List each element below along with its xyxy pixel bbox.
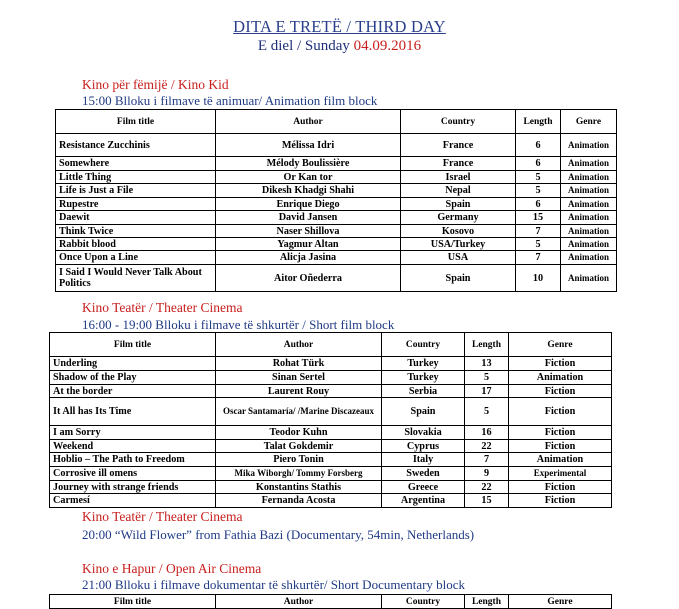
- cell-length: 5: [516, 184, 561, 198]
- cell-length: 9: [465, 467, 509, 481]
- cell-author: Teodor Kuhn: [216, 426, 382, 440]
- cell-title: Underling: [50, 357, 216, 371]
- cell-title: Life is Just a File: [56, 184, 216, 198]
- cell-title: Resistance Zucchinis: [56, 134, 216, 157]
- cell-country: Cyprus: [382, 440, 465, 453]
- cell-title: Once Upon a Line: [56, 251, 216, 265]
- cell-title: Journey with strange friends: [50, 481, 216, 494]
- cell-country: Argentina: [382, 494, 465, 508]
- cell-country: USA/Turkey: [401, 238, 516, 251]
- column-header-title: Film title: [50, 333, 216, 357]
- section-heading-open-air: Kino e Hapur / Open Air Cinema: [82, 561, 262, 576]
- table-header-row: [50, 595, 612, 609]
- cell-author: Naser Shillova: [216, 225, 401, 238]
- cell-length: 22: [465, 481, 509, 494]
- table-body: [56, 134, 617, 292]
- cell-title: Rupestre: [56, 198, 216, 211]
- table-row: [56, 157, 617, 171]
- cell-length: 5: [516, 171, 561, 184]
- cell-country: France: [401, 134, 516, 157]
- cell-length: 6: [516, 157, 561, 171]
- cell-author: Mélody Boulissière: [216, 157, 401, 171]
- cell-length: 10: [516, 265, 561, 292]
- cell-title: Shadow of the Play: [50, 371, 216, 385]
- column-header-title: Film title: [50, 595, 216, 609]
- table-row: [56, 225, 617, 238]
- cell-length: 5: [465, 371, 509, 385]
- cell-genre: Animation: [561, 134, 617, 157]
- cell-title: Hoblio – The Path to Freedom: [50, 453, 216, 467]
- block-heading-short-film: 16:00 - 19:00 Blloku i filmave të shkurtër / Short film block: [82, 317, 395, 332]
- cell-genre: Animation: [561, 171, 617, 184]
- table-row: [50, 398, 612, 426]
- column-header-country: Country: [401, 110, 516, 134]
- table-row: [56, 184, 617, 198]
- cell-title: Rabbit blood: [56, 238, 216, 251]
- column-header-country: Country: [382, 595, 465, 609]
- cell-author: Or Kan tor: [216, 171, 401, 184]
- cell-country: Nepal: [401, 184, 516, 198]
- cell-author: Rohat Türk: [216, 357, 382, 371]
- cell-country: Turkey: [382, 357, 465, 371]
- short-film-schedule-table: [49, 332, 612, 508]
- cell-author: Sinan Sertel: [216, 371, 382, 385]
- cell-genre: Animation: [561, 251, 617, 265]
- cell-country: Israel: [401, 171, 516, 184]
- cell-author: David Jansen: [216, 211, 401, 225]
- cell-author: Oscar Santamaría/ /Marine Discazeaux: [216, 398, 382, 426]
- animation-schedule-table: [55, 109, 617, 292]
- table-row: [50, 426, 612, 440]
- table-row: [56, 211, 617, 225]
- cell-length: 5: [465, 398, 509, 426]
- cell-author: Aitor Oñederra: [216, 265, 401, 292]
- cell-length: 7: [465, 453, 509, 467]
- block-heading-short-documentary: 21:00 Blloku i filmave dokumentar të shkurtër/ Short Documentary block: [82, 577, 466, 592]
- cell-author: Enrique Diego: [216, 198, 401, 211]
- cell-author: Konstantins Stathis: [216, 481, 382, 494]
- column-header-genre: Genre: [509, 333, 612, 357]
- cell-country: Spain: [401, 265, 516, 292]
- cell-genre: Fiction: [509, 426, 612, 440]
- table-header-row: [56, 110, 617, 134]
- column-header-author: Author: [216, 110, 401, 134]
- section-heading-theater: Kino Teatër / Theater Cinema: [82, 300, 243, 315]
- cell-genre: Animation: [561, 157, 617, 171]
- section-heading-kino-kid: Kino për fëmijë / Kino Kid: [82, 77, 229, 92]
- cell-country: Italy: [382, 453, 465, 467]
- page-subtitle: [0, 38, 679, 55]
- cell-title: I Said I Would Never Talk About Politics: [56, 265, 216, 292]
- cell-title: Weekend: [50, 440, 216, 453]
- cell-country: Germany: [401, 211, 516, 225]
- cell-author: Piero Tonin: [216, 453, 382, 467]
- cell-genre: Animation: [561, 238, 617, 251]
- column-header-length: Length: [465, 595, 509, 609]
- column-header-author: Author: [216, 595, 382, 609]
- cell-genre: Animation: [509, 453, 612, 467]
- column-header-country: Country: [382, 333, 465, 357]
- cell-genre: Fiction: [509, 481, 612, 494]
- cell-length: 13: [465, 357, 509, 371]
- table-row: [56, 171, 617, 184]
- cell-genre: Fiction: [509, 494, 612, 508]
- column-header-genre: Genre: [561, 110, 617, 134]
- cell-genre: Animation: [561, 265, 617, 292]
- cell-length: 15: [516, 211, 561, 225]
- documentary-screening-line: 20:00 “Wild Flower” from Fathia Bazi (Documentary, 54min, Netherlands): [82, 527, 475, 542]
- cell-country: Spain: [401, 198, 516, 211]
- cell-length: 7: [516, 251, 561, 265]
- short-documentary-schedule-table: [49, 594, 612, 609]
- cell-author: Laurent Rouy: [216, 385, 382, 398]
- cell-country: France: [401, 157, 516, 171]
- cell-author: Mélissa Idri: [216, 134, 401, 157]
- section-heading-theater-2: Kino Teatër / Theater Cinema: [82, 509, 243, 524]
- cell-title: Corrosive ill omens: [50, 467, 216, 481]
- page-title: DITA E TRETË / THIRD DAY: [233, 17, 446, 36]
- column-header-length: Length: [516, 110, 561, 134]
- block-heading-animation: 15:00 Blloku i filmave të animuar/ Animation film block: [82, 93, 378, 108]
- cell-country: Spain: [382, 398, 465, 426]
- cell-country: Turkey: [382, 371, 465, 385]
- cell-genre: Fiction: [509, 385, 612, 398]
- cell-length: 7: [516, 225, 561, 238]
- cell-title: Somewhere: [56, 157, 216, 171]
- date-label: 04.09.2016: [353, 38, 422, 54]
- cell-title: Think Twice: [56, 225, 216, 238]
- column-header-author: Author: [216, 333, 382, 357]
- cell-length: 5: [516, 238, 561, 251]
- cell-author: Yagmur Altan: [216, 238, 401, 251]
- cell-genre: Animation: [561, 211, 617, 225]
- cell-length: 17: [465, 385, 509, 398]
- column-header-length: Length: [465, 333, 509, 357]
- cell-country: Kosovo: [401, 225, 516, 238]
- cell-genre: Fiction: [509, 357, 612, 371]
- table-row: [56, 134, 617, 157]
- table-header-row: [50, 333, 612, 357]
- cell-length: 6: [516, 198, 561, 211]
- cell-country: Sweden: [382, 467, 465, 481]
- cell-country: USA: [401, 251, 516, 265]
- cell-length: 6: [516, 134, 561, 157]
- cell-author: Dikesh Khadgi Shahi: [216, 184, 401, 198]
- cell-genre: Animation: [561, 225, 617, 238]
- cell-author: Alicja Jasina: [216, 251, 401, 265]
- cell-genre: Animation: [561, 198, 617, 211]
- table-row: [50, 440, 612, 453]
- cell-title: I am Sorry: [50, 426, 216, 440]
- cell-title: Daewit: [56, 211, 216, 225]
- cell-length: 15: [465, 494, 509, 508]
- column-header-title: Film title: [56, 110, 216, 134]
- table-row: [50, 467, 612, 481]
- cell-genre: Fiction: [509, 440, 612, 453]
- cell-title: It All has Its Time: [50, 398, 216, 426]
- column-header-genre: Genre: [509, 595, 612, 609]
- cell-country: Serbia: [382, 385, 465, 398]
- table-row: [56, 238, 617, 251]
- day-label: E diel / Sunday: [257, 38, 354, 54]
- cell-genre: Animation: [561, 184, 617, 198]
- cell-length: 16: [465, 426, 509, 440]
- cell-country: Greece: [382, 481, 465, 494]
- table-row: [56, 198, 617, 211]
- cell-title: Little Thing: [56, 171, 216, 184]
- cell-genre: Experimental: [509, 467, 612, 481]
- table-row: [50, 371, 612, 385]
- table-row: [56, 265, 617, 292]
- table-row: [50, 494, 612, 508]
- table-row: [50, 481, 612, 494]
- cell-genre: Fiction: [509, 398, 612, 426]
- cell-author: Mika Wiborgh/ Tommy Forsberg: [216, 467, 382, 481]
- table-row: [50, 385, 612, 398]
- table-row: [50, 357, 612, 371]
- cell-country: Slovakia: [382, 426, 465, 440]
- cell-author: Talat Gokdemir: [216, 440, 382, 453]
- table-row: [50, 453, 612, 467]
- table-row: [56, 251, 617, 265]
- cell-author: Fernanda Acosta: [216, 494, 382, 508]
- cell-length: 22: [465, 440, 509, 453]
- cell-title: At the border: [50, 385, 216, 398]
- cell-genre: Animation: [509, 371, 612, 385]
- cell-title: Carmesí: [50, 494, 216, 508]
- table-body: [50, 357, 612, 508]
